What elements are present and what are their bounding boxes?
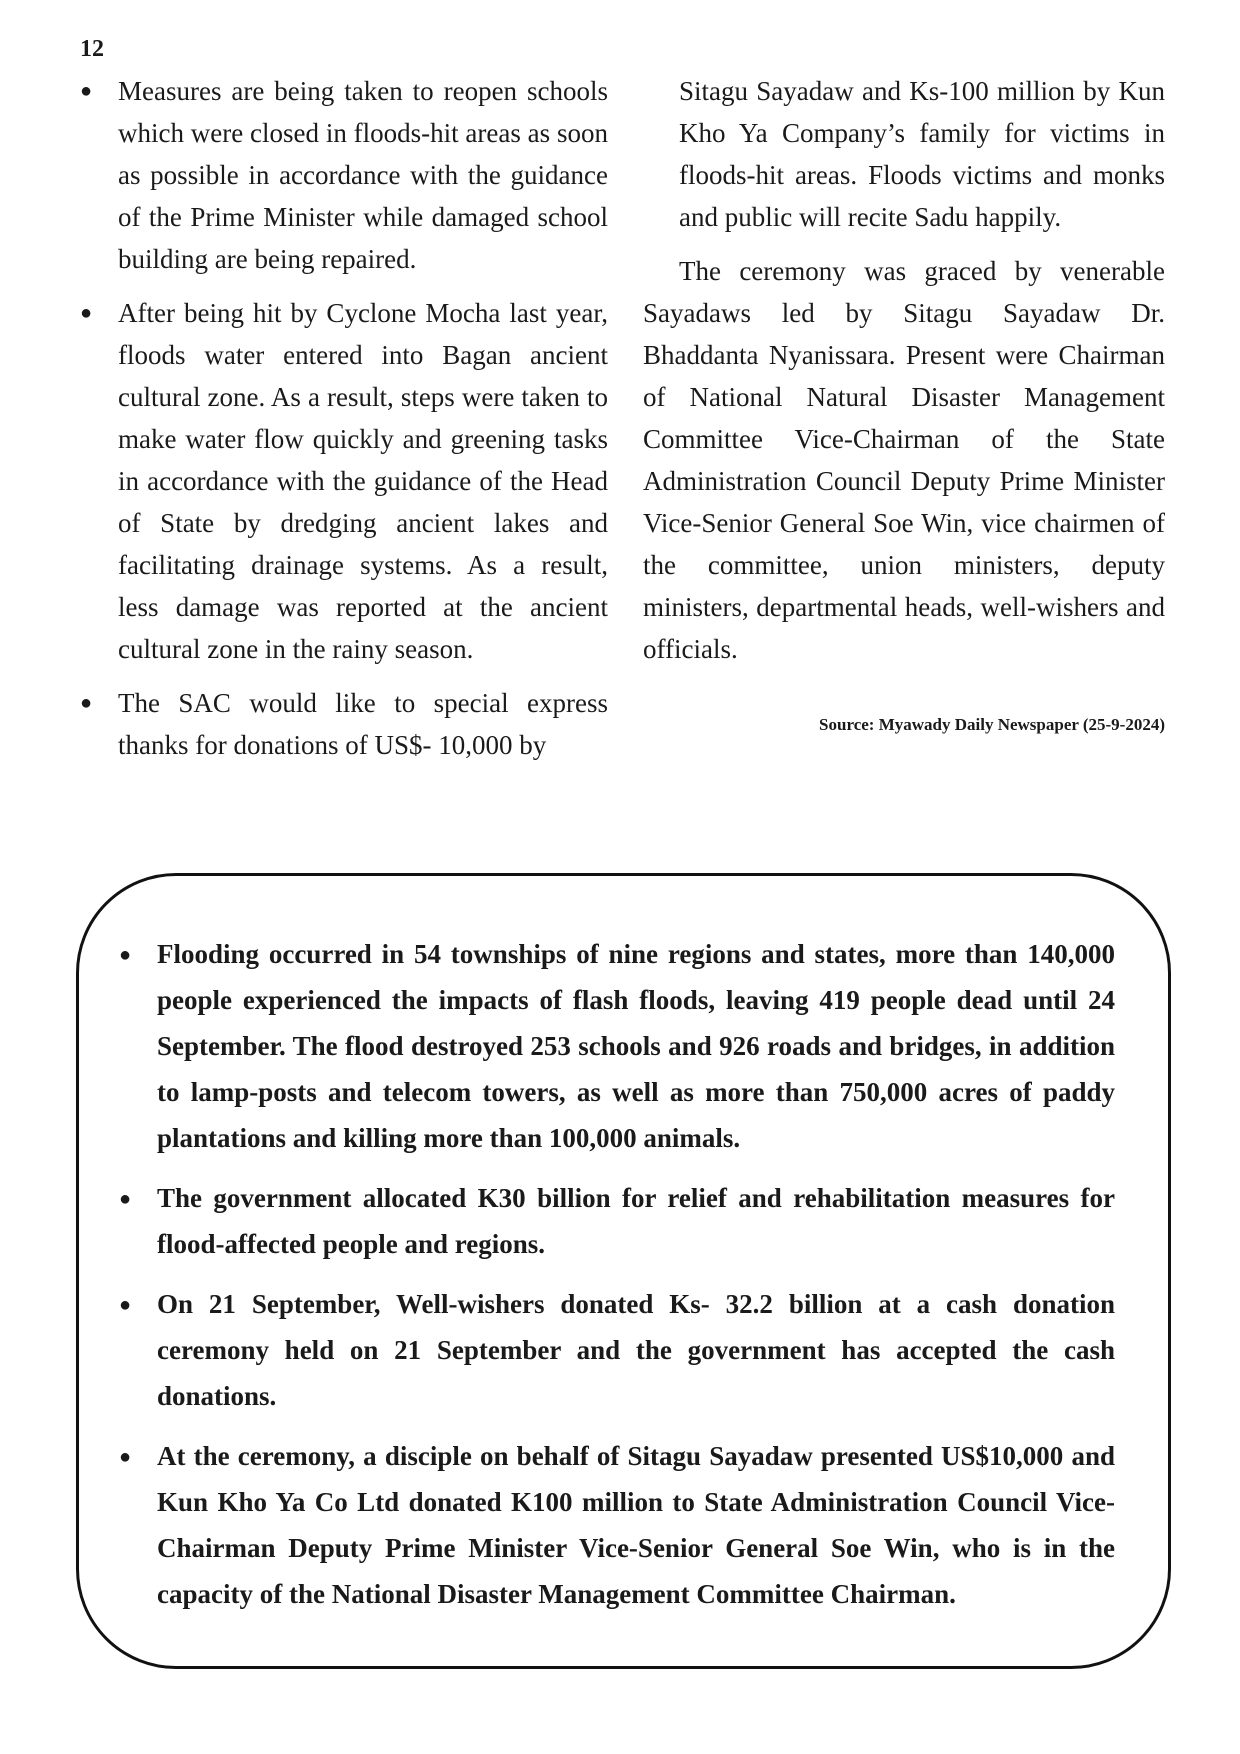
- summary-bullet-list: [79, 876, 1168, 1617]
- list-item-text: Flooding occurred in 54 townships of nine regions and states, more than 140,000 people experienced the impacts of flash floods, leaving 419 people dead until 24 September. The flood destroyed 253 schools and 926 roads and bridges, in addition to lamp-posts and telecom towers, as well as more than 750,000 acres of paddy plantations and killing more than 100,000 animals.: [157, 939, 1115, 1153]
- list-item: [78, 292, 608, 670]
- list-item: [119, 931, 1115, 1161]
- page-number: 12: [80, 36, 104, 62]
- list-item: [119, 1281, 1115, 1419]
- list-item: [78, 70, 608, 280]
- list-item: [119, 1433, 1115, 1617]
- bullet-icon: ●: [80, 692, 93, 714]
- bullet-icon: ●: [119, 944, 132, 966]
- list-item: [78, 682, 608, 766]
- list-item: [119, 1175, 1115, 1267]
- source-citation: Source: Myawady Daily Newspaper (25-9-2024): [819, 715, 1165, 734]
- list-item-text: The government allocated K30 billion for relief and rehabilitation measures for flood-affected people and regions.: [157, 1183, 1115, 1259]
- bullet-icon: ●: [119, 1188, 132, 1210]
- bullet-icon: ●: [119, 1446, 132, 1468]
- list-item-text: At the ceremony, a disciple on behalf of Sitagu Sayadaw presented US$10,000 and Kun Kho Ya Co Ltd donated K100 million to State Administration Council Vice-Chairman Deputy Prime Minister Vice-Senior General Soe Win, who is in the capacity of the National Disaster Management Committee Chairman.: [157, 1441, 1115, 1609]
- bullet-icon: ●: [80, 80, 93, 102]
- right-column: [643, 70, 1165, 736]
- list-item-text: On 21 September, Well-wishers donated Ks- 32.2 billion at a cash donation ceremony held on 21 September and the government has accepted the cash donations.: [157, 1289, 1115, 1411]
- bullet-icon: ●: [119, 1294, 132, 1316]
- list-item-text: Measures are being taken to reopen schools which were closed in floods-hit areas as soon as possible in accordance with the guidance of the Prime Minister while damaged school building are being repaired.: [118, 76, 608, 274]
- list-item-text: After being hit by Cyclone Mocha last year, floods water entered into Bagan ancient cultural zone. As a result, steps were taken to make water flow quickly and greening tasks in accordance with the guidance of the Head of State by dredging ancient lakes and facilitating drainage systems. As a result, less damage was reported at the ancient cultural zone in the rainy season.: [118, 298, 608, 664]
- left-bullet-list: [78, 70, 608, 766]
- summary-box: [76, 873, 1171, 1669]
- continued-bullet-text: Sitagu Sayadaw and Ks-100 million by Kun Kho Ya Company’s family for victims in floods-hit areas. Floods victims and monks and public will recite Sadu happily.: [679, 76, 1165, 232]
- list-item-text: The SAC would like to special express thanks for donations of US$- 10,000 by: [118, 688, 608, 760]
- bullet-icon: ●: [80, 302, 93, 324]
- ceremony-paragraph: The ceremony was graced by venerable Sayadaws led by Sitagu Sayadaw Dr. Bhaddanta Nyanissara. Present were Chairman of National Natural Disaster Management Committee Vice-Chairman of the State Administration Council Deputy Prime Minister Vice-Senior General Soe Win, vice chairmen of the committee, union ministers, deputy ministers, departmental heads, well-wishers and officials.: [643, 256, 1165, 664]
- left-column: [78, 70, 608, 778]
